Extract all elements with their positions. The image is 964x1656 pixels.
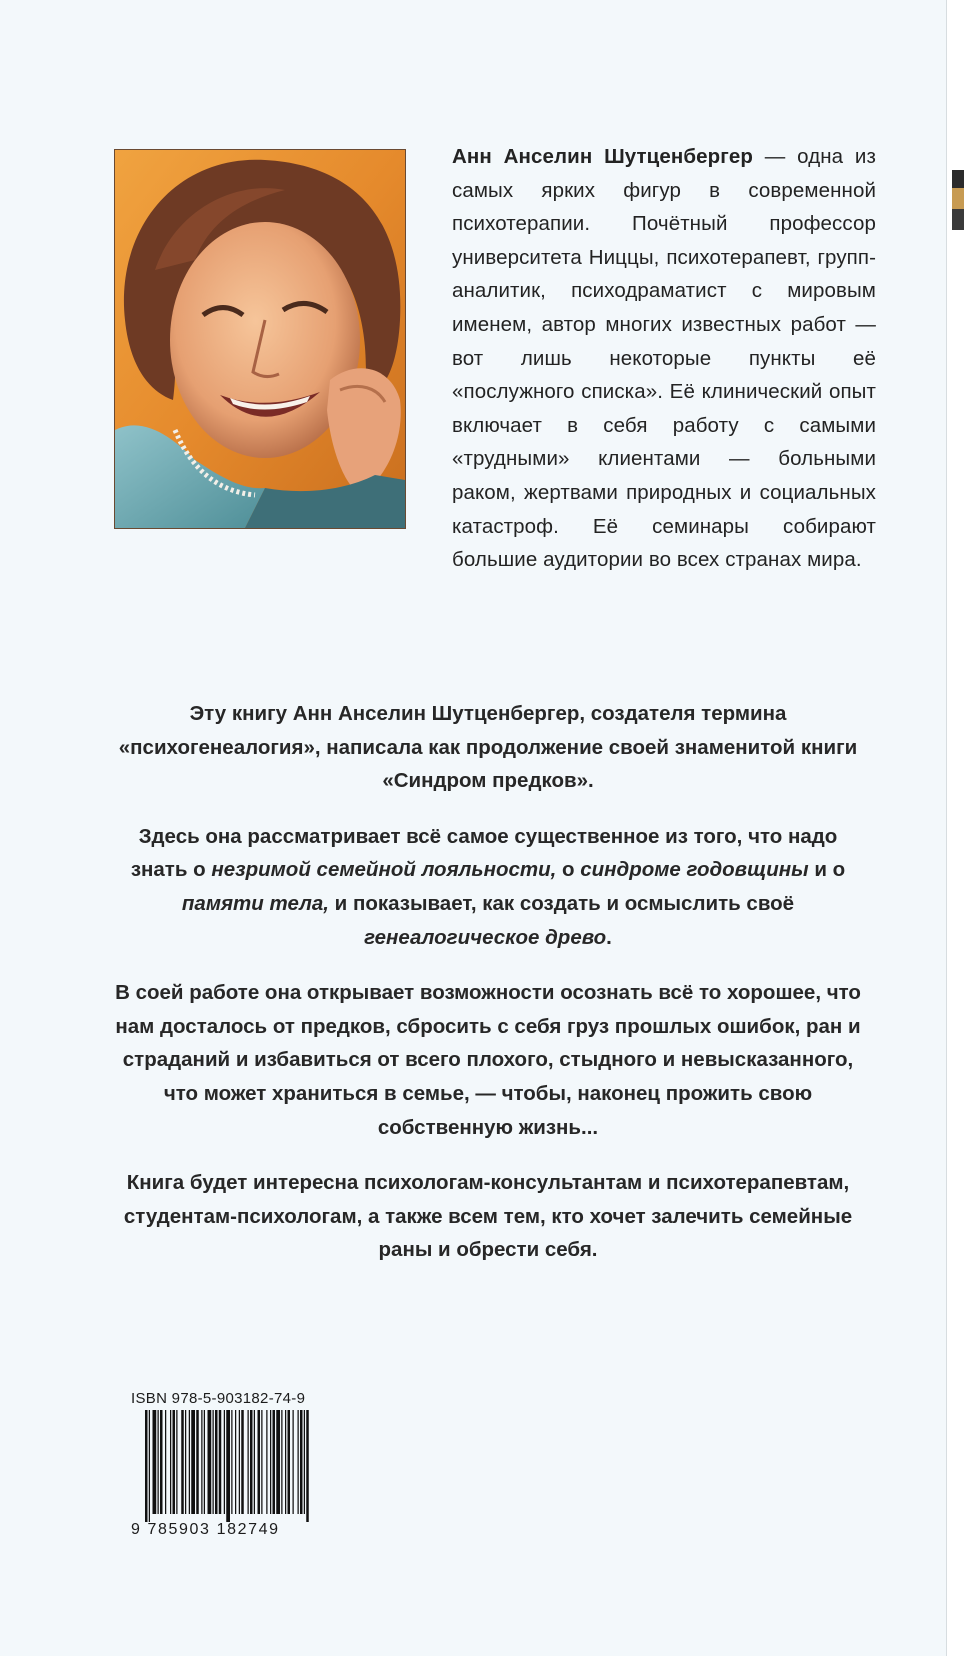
barcode-bar: [293, 1410, 294, 1514]
barcode-bar: [213, 1410, 214, 1514]
p2-italic-body-memory: памяти тела,: [181, 891, 329, 915]
barcode-bar: [248, 1410, 249, 1514]
p2-text-a: Здесь она рассматривает всё самое существенное из того, что надо знать о: [130, 824, 838, 882]
author-name: Анн Анселин Шутценбергер: [452, 145, 754, 168]
p2-italic-loyalty: незримой семейной лояльности,: [211, 858, 557, 882]
barcode-bar: [231, 1410, 232, 1514]
barcode-bar: [298, 1410, 299, 1514]
barcode-bar: [288, 1410, 291, 1514]
barcode-bar: [201, 1410, 202, 1514]
description-paragraph-4: Книга будет интересна психологам-консультантам и психотерапевтам, студентам-психологам, а также всем тем, кто хочет залечить семейные раны и обрести себя.: [123, 1171, 853, 1262]
barcode-bar: [226, 1410, 230, 1522]
barcode-bar: [276, 1410, 280, 1514]
barcode-bar: [215, 1410, 218, 1514]
barcode-bar: [239, 1410, 240, 1514]
p2-text-e: и о: [808, 858, 846, 882]
p2-italic-family-tree: генеалогическое древо: [364, 925, 607, 949]
barcode-bar: [176, 1410, 177, 1514]
barcode-bar: [173, 1410, 176, 1514]
barcode-bar: [266, 1410, 267, 1514]
barcode-bar: [304, 1410, 305, 1514]
barcode-bar: [208, 1410, 212, 1514]
barcode-bar: [196, 1410, 199, 1514]
barcode-bar: [158, 1410, 159, 1514]
p2-text-g: и показывает, как создать и осмыслить своё: [328, 891, 795, 915]
author-photo: [114, 149, 406, 529]
barcode-bar: [145, 1410, 148, 1522]
barcode-bar: [258, 1410, 261, 1514]
author-bio-text: — одна из самых ярких фигур в современной психотерапии. Почётный профессор университета Ниццы, психотерапевт, групп-аналитик, психодраматист с мировым именем, автор многих известных работ — вот лишь некоторые пункты её «послужного списка». Её клинический опыт включает в себя работу с самыми «трудными» клиентами — больными раком, жертвами природных и социальных катастроф. Её семинары собирают большие аудитории во всех странах мира.: [452, 145, 876, 572]
barcode-bar: [153, 1410, 157, 1514]
barcode-bar: [270, 1410, 271, 1514]
barcode-bar: [160, 1410, 163, 1514]
barcode-bar: [204, 1410, 205, 1514]
book-description: [108, 697, 868, 1289]
barcode-bar: [219, 1410, 222, 1514]
barcode-bar: [191, 1410, 195, 1514]
barcode-bar: [281, 1410, 282, 1514]
barcode-bar: [306, 1410, 309, 1522]
barcode-bar: [250, 1410, 253, 1514]
barcode-bar: [285, 1410, 286, 1514]
barcode-bar: [300, 1410, 303, 1514]
barcode-bar: [149, 1410, 150, 1522]
barcode-bar: [170, 1410, 171, 1514]
barcode-bar: [165, 1410, 166, 1514]
barcode-bar: [261, 1410, 262, 1514]
barcode-bar: [273, 1410, 276, 1514]
isbn-label: ISBN 978-5-903182-74-9: [131, 1390, 306, 1407]
barcode-digits: 9 785903 182749: [131, 1521, 280, 1538]
barcode-bars: [145, 1410, 353, 1522]
portrait-image: [115, 150, 405, 528]
author-bio: [452, 140, 876, 577]
description-paragraph-2: [108, 820, 868, 954]
p2-text-i: .: [606, 925, 612, 949]
cover-edge-strip: [952, 170, 964, 230]
barcode-bar: [185, 1410, 186, 1514]
barcode-bar: [241, 1410, 244, 1514]
description-paragraph-3: В соей работе она открывает возможности осознать всё то хорошее, что нам досталось от предков, сбросить с себя груз прошлых ошибок, ран и страданий и избавиться от всего плохого, стыдного и невысказанного, что может храниться в семье, — чтобы, наконец прожить свою собственную жизнь...: [115, 981, 861, 1139]
description-paragraph-1: Эту книгу Анн Анселин Шутценбергер, создателя термина «психогенеалогия», написала как продолжение своей знаменитой книги «Синдром предков».: [118, 702, 858, 793]
p2-italic-anniversary: синдроме годовщины: [580, 858, 809, 882]
p2-text-c: о: [556, 858, 581, 882]
barcode-bar: [224, 1410, 225, 1514]
barcode-bar: [189, 1410, 190, 1514]
barcode-bar: [254, 1410, 255, 1514]
barcode-bar: [181, 1410, 184, 1514]
barcode-bar: [235, 1410, 236, 1514]
barcode: [145, 1410, 353, 1522]
